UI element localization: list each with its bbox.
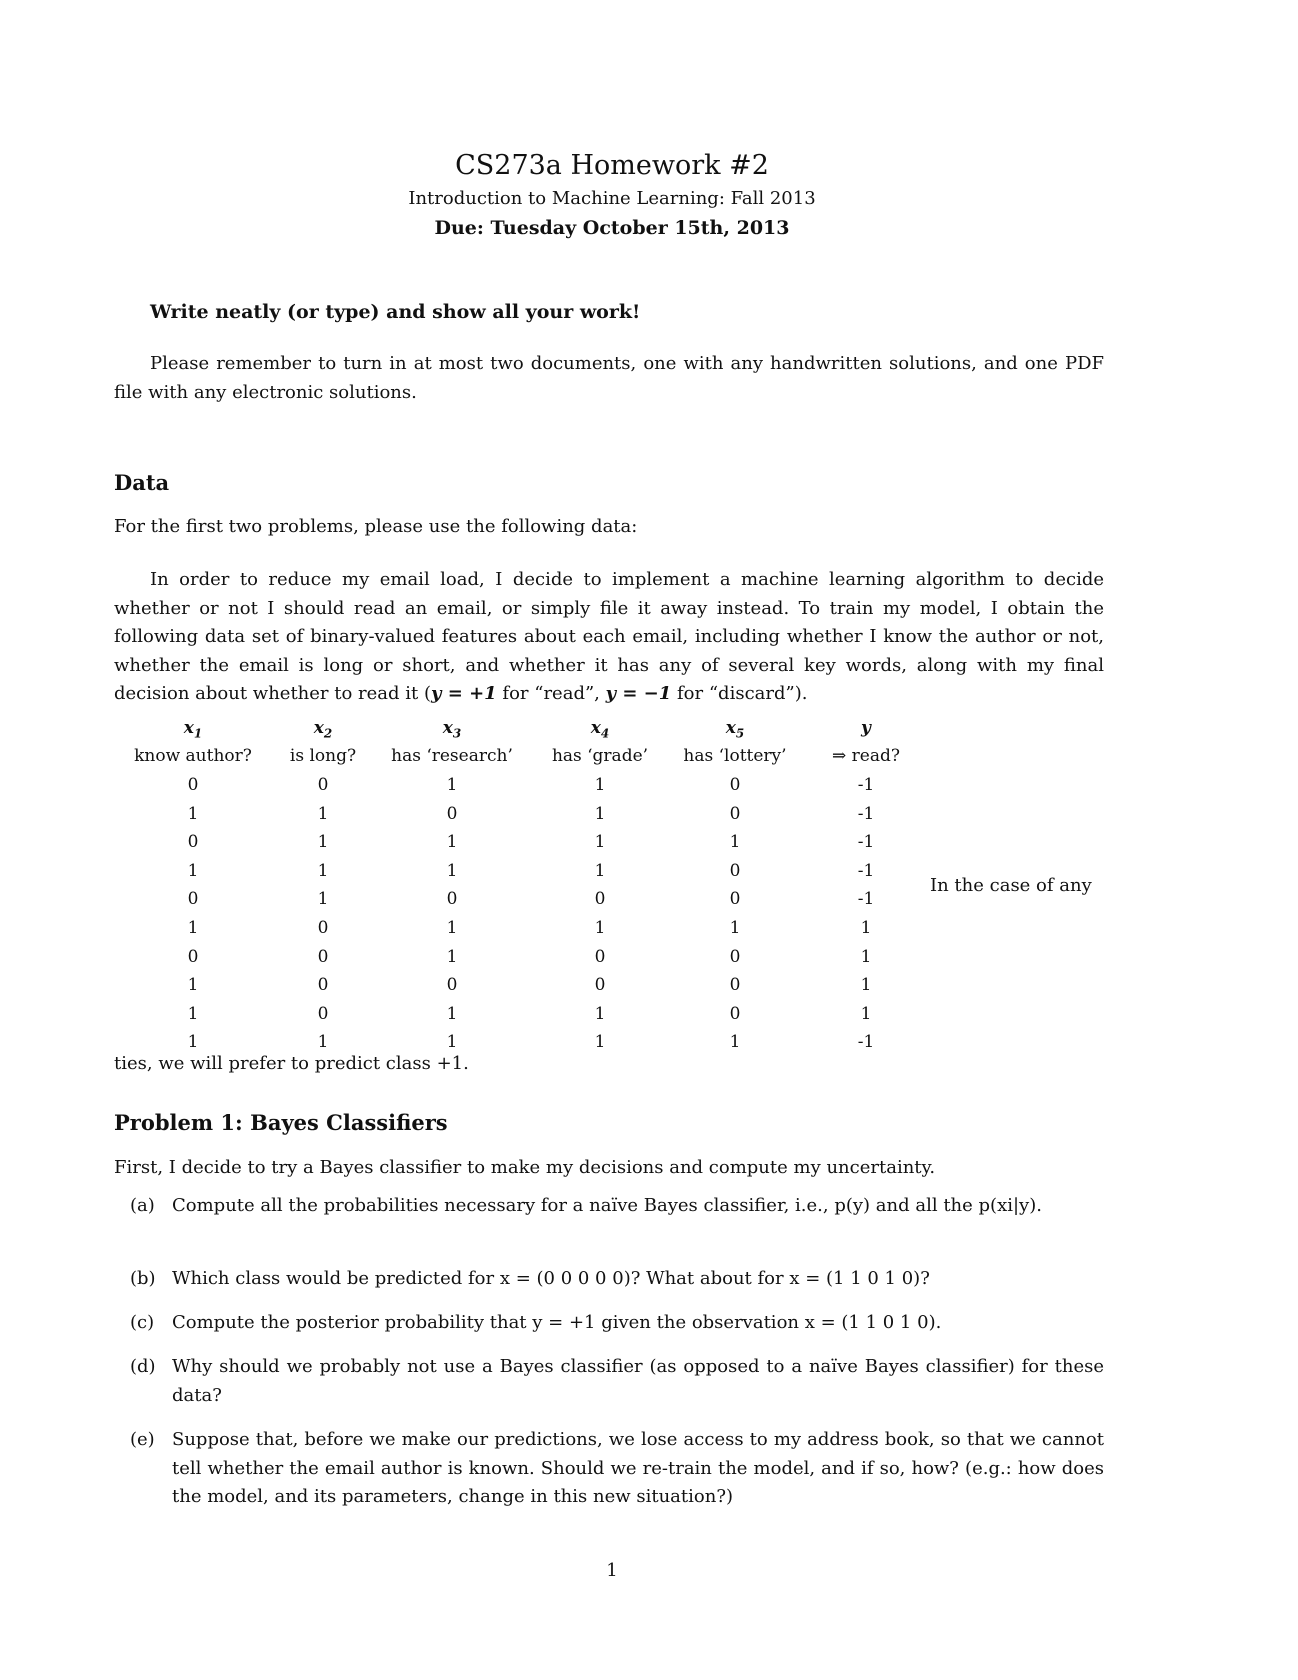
data-heading: Data: [114, 470, 170, 495]
item-label: (c): [130, 1312, 155, 1333]
column-variable: $x_4$: [590, 718, 610, 741]
table-cell: 1: [187, 1032, 199, 1053]
table-cell: 1: [446, 832, 458, 853]
item-text: Why should we probably not use a Bayes classifier (as opposed to a naïve Bayes classifier) for these data?: [172, 1356, 1104, 1406]
table-cell: 1: [446, 860, 458, 881]
data-intro: For the first two problems, please use the following data:: [114, 516, 638, 537]
problem-item-d: [130, 1353, 1104, 1410]
table-cell: 0: [187, 832, 199, 853]
page-number: 1: [606, 1560, 618, 1581]
table-cell: 1: [187, 918, 199, 938]
table-cell: -1: [857, 775, 875, 795]
table-cell: 1: [594, 918, 606, 938]
column-variable: y: [861, 718, 871, 738]
problem-item-c: [130, 1309, 1104, 1338]
table-cell: 0: [317, 975, 329, 996]
table-cell: 1: [860, 1003, 872, 1024]
table-cell: 1: [594, 832, 606, 853]
column-variable: $x_1$: [183, 718, 203, 741]
table-cell: 1: [317, 832, 329, 853]
data-paragraph-end: for “discard”).: [671, 683, 808, 704]
table-cell: 0: [729, 860, 741, 881]
table-cell: 0: [187, 775, 199, 795]
item-text: Suppose that, before we make our predictions, we lose access to my address book, so that we cannot tell whether the email author is known. Should we re-train the model, and if so, how? (e.g.: how does the model, and its parameters, change in this new situation?): [172, 1429, 1104, 1507]
table-cell: 1: [860, 975, 872, 996]
table-cell: -1: [857, 860, 875, 881]
table-cell: 0: [729, 946, 741, 967]
table-cell: 1: [446, 1003, 458, 1024]
table-cell: 0: [187, 889, 199, 910]
item-label: (d): [130, 1356, 156, 1377]
data-paragraph: [114, 566, 1104, 709]
ties-note: In the case of any: [930, 875, 1092, 896]
table-cell: 1: [187, 975, 199, 996]
due-date: Due: Tuesday October 15th, 2013: [434, 217, 790, 239]
column-description: know author?: [134, 746, 252, 766]
table-cell: 1: [860, 946, 872, 967]
table-cell: 1: [594, 1003, 606, 1024]
table-cell: 0: [446, 889, 458, 910]
column-variable: $x_2$: [313, 718, 333, 741]
table-cell: 0: [729, 889, 741, 910]
table-cell: 1: [594, 1032, 606, 1053]
table-cell: 1: [729, 918, 741, 938]
table-cell: 1: [317, 803, 329, 824]
column-description: ⇒ read?: [832, 746, 900, 766]
table-cell: 0: [594, 975, 606, 996]
table-cell: 1: [594, 775, 606, 795]
item-label: (a): [130, 1195, 155, 1216]
table-cell: -1: [857, 889, 875, 910]
problem-item-b: [130, 1265, 1104, 1294]
table-cell: 1: [729, 1032, 741, 1053]
table-cell: 1: [446, 1032, 458, 1053]
table-cell: 1: [317, 889, 329, 910]
table-cell: 0: [729, 1003, 741, 1024]
course-subtitle: Introduction to Machine Learning: Fall 2013: [408, 188, 816, 209]
problem-item-e: [130, 1426, 1104, 1512]
table-cell: 1: [860, 918, 872, 938]
y-negative-label: y = −1: [605, 683, 672, 704]
table-cell: 0: [594, 889, 606, 910]
column-description: has ‘grade’: [551, 746, 649, 766]
item-text: Compute all the probabilities necessary for a naïve Bayes classifier, i.e., p(y) and all the p(xi|y).: [172, 1195, 1042, 1216]
item-label: (e): [130, 1429, 155, 1450]
table-cell: 1: [594, 860, 606, 881]
column-description: has ‘research’: [391, 746, 513, 766]
problem1-heading: Problem 1: Bayes Classifiers: [114, 1110, 448, 1135]
instructions-reminder: Please remember to turn in at most two documents, one with any handwritten solutions, and one PDF file with any electronic solutions.: [114, 353, 1104, 403]
item-label: (b): [130, 1268, 156, 1289]
problem-item-a: [130, 1192, 1104, 1221]
data-paragraph-main: In order to reduce my email load, I decide to implement a machine learning algorithm to decide whether or not I should read an email, or simply file it away instead. To train my model, I obtain the following data set of binary-valued features about each email, including whether I know the author or not, whether the email is long or short, and whether it has any of several key words, along with my final decision about whether to read it (: [114, 569, 1104, 704]
column-variable: $x_3$: [442, 718, 462, 741]
table-cell: 1: [594, 803, 606, 824]
column-description: is long?: [289, 746, 357, 766]
problem1-intro: First, I decide to try a Bayes classifier to make my decisions and compute my uncertainty.: [114, 1157, 936, 1178]
table-cell: 1: [187, 1003, 199, 1024]
table-cell: 0: [446, 975, 458, 996]
table-cell: -1: [857, 832, 875, 853]
table-cell: 0: [729, 803, 741, 824]
table-cell: -1: [857, 803, 875, 824]
table-cell: 0: [317, 1003, 329, 1024]
data-paragraph-mid: for “read”,: [496, 683, 606, 704]
table-cell: 1: [187, 860, 199, 881]
page-title: CS273a Homework #2: [455, 150, 769, 181]
table-cell: 1: [187, 803, 199, 824]
ties-rule: ties, we will prefer to predict class +1.: [114, 1053, 469, 1074]
table-cell: 1: [317, 1032, 329, 1053]
table-cell: 1: [317, 860, 329, 881]
table-cell: 0: [187, 946, 199, 967]
instructions-bold-line: Write neatly (or type) and show all your work!: [150, 301, 641, 323]
table-cell: 1: [446, 946, 458, 967]
table-cell: -1: [857, 1032, 875, 1053]
table-cell: 1: [446, 775, 458, 795]
table-cell: 0: [317, 775, 329, 795]
table-cell: 1: [729, 832, 741, 853]
table-cell: 0: [317, 918, 329, 938]
table-cell: 1: [446, 918, 458, 938]
table-cell: 0: [594, 946, 606, 967]
table-cell: 0: [729, 775, 741, 795]
column-variable: $x_5$: [725, 718, 745, 741]
column-description: has ‘lottery’: [683, 746, 787, 766]
table-cell: 0: [317, 946, 329, 967]
item-text: Which class would be predicted for x = (0 0 0 0 0)? What about for x = (1 1 0 1 0)?: [172, 1268, 930, 1289]
item-text: Compute the posterior probability that y = +1 given the observation x = (1 1 0 1 0).: [172, 1312, 942, 1333]
table-cell: 0: [729, 975, 741, 996]
y-positive-label: y = +1: [431, 683, 497, 704]
table-cell: 0: [446, 803, 458, 824]
